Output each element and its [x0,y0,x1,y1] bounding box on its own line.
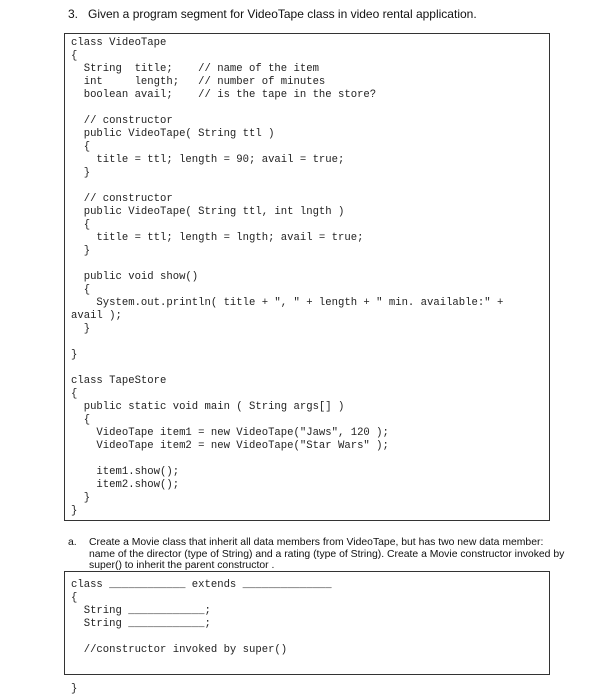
question-text: Given a program segment for VideoTape class in video rental application. [88,7,477,21]
question-heading [68,7,477,21]
part-a-letter: a. [68,537,77,548]
movie-code-template: class ____________ extends ______________ { String ____________; String ____________; //constructor invoked by super() } [71,579,332,695]
movie-answer-box [64,571,550,695]
part-a-text: Create a Movie class that inherit all data members from VideoTape, but has two new data member: name of the director (type of String) and a rating (type of String). Create a Movie constructor invoked by super() to inherit the parent constructor . [89,537,565,571]
question-number: 3. [68,7,79,21]
videotape-code-box [64,33,550,521]
videotape-code: class VideoTape { String title; // name of the item int length; // number of minutes boolean avail; // is the tape in the store? // constructor public VideoTape( String ttl ) { title = ttl; length = 90; avail = true; } // constructor public VideoTape( String ttl, int lngth ) { title = ttl; length = lngth; avail = true; } public void show() { System.out.println( title + ", " + length + " min. available:" + avail ); } } class TapeStore { public static void main ( String args[] ) { VideoTape item1 = new VideoTape("Jaws", 120 ); VideoTape item2 = new VideoTape("Star Wars" ); item1.show(); item2.show(); } } [71,37,504,517]
